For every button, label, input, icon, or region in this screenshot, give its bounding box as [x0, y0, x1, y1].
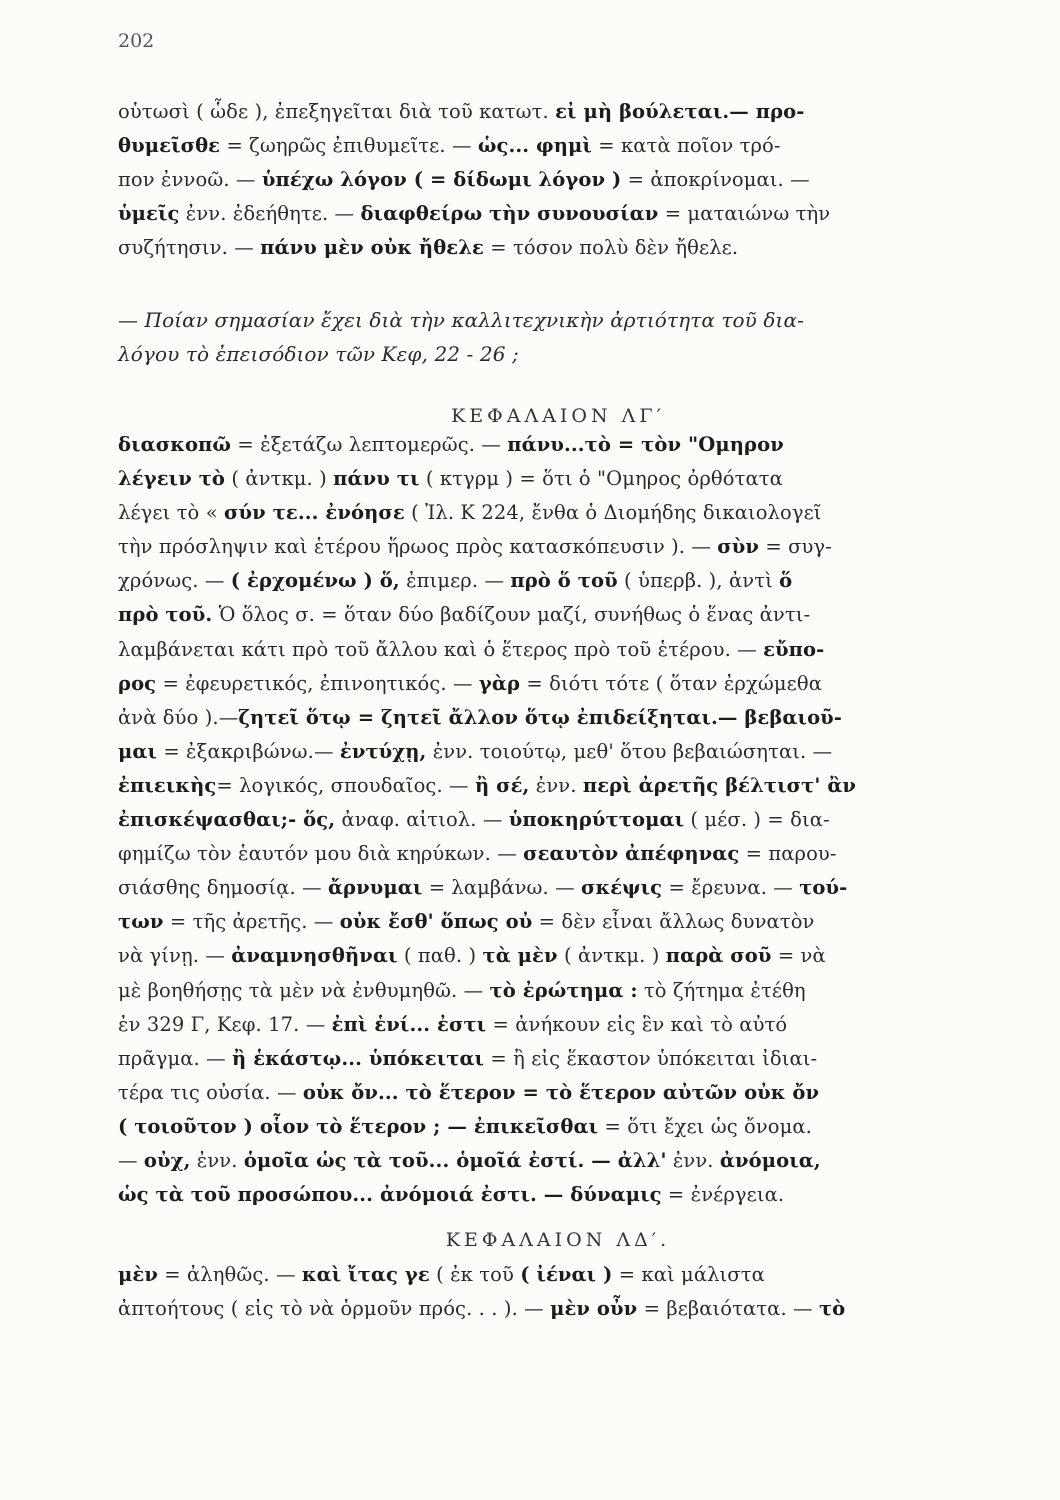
- text-line: λόγου τὸ ἐπεισόδιον τῶν Κεφ, 22 - 26 ;: [118, 342, 519, 367]
- page-number: 202: [118, 30, 155, 52]
- text-line: λέγειν τὸ ( ἀντκμ. ) πάνυ τι ( κτγρμ ) = ὅτι ὁ "Ομηρος ὀρθότατα: [118, 467, 783, 491]
- notes-section-ld: [118, 1258, 998, 1326]
- text-line: των = τῆς ἀρετῆς. — οὐκ ἔσθ' ὅπως οὐ = δὲν εἶναι ἄλλως δυνατὸν: [118, 910, 815, 934]
- text-line: ἀπτοήτους ( εἰς τὸ νὰ ὁρμοῦν πρός. . . ). — μὲν οὖν = βεβαιότατα. — τὸ: [118, 1297, 846, 1321]
- text-line: ἐν 329 Γ, Κεφ. 17. — ἐπὶ ἑνί... ἐστι = ἀνήκουν εἰς ἓν καὶ τὸ αὐτό: [118, 1012, 788, 1036]
- text-line: μαι = ἐξακριβώνω.— ἐντύχῃ, ἐνν. τοιούτῳ, μεθ' ὅτου βεβαιώσηται. —: [118, 739, 833, 763]
- text-line: χρόνως. — ( ἐρχομένω ) ὅ, ἐπιμερ. — πρὸ ὅ τοῦ ( ὑπερβ. ), ἀντὶ ὅ: [118, 569, 793, 593]
- text-line: μὲ βοηθήσῃς τὰ μὲν νὰ ἐνθυμηθῶ. — τὸ ἐρώτημα : τὸ ζήτημα ἐτέθη: [118, 978, 806, 1002]
- text-line: διασκοπῶ = ἐξετάζω λεπτομερῶς. — πάνυ...τὸ = τὸν "Ομηρον: [118, 433, 784, 456]
- text-line: τέρα τις οὐσία. — οὐκ ὄν... τὸ ἕτερον = τὸ ἕτερον αὐτῶν οὐκ ὄν: [118, 1080, 820, 1104]
- text-line: νὰ γίνῃ. — ἀναμνησθῆναι ( παθ. ) τὰ μὲν ( ἀντκμ. ) παρὰ σοῦ = νὰ: [118, 944, 826, 968]
- text-line: λαμβάνεται κάτι πρὸ τοῦ ἄλλου καὶ ὁ ἕτερος πρὸ τοῦ ἑτέρου. — εὔπο-: [118, 637, 825, 661]
- text-line: ἀνὰ δύο ).—ζητεῖ ὅτῳ = ζητεῖ ἄλλον ὅτῳ ἐπιδείξηται.— βεβαιοῦ-: [118, 705, 843, 729]
- notes-section-intro: [118, 95, 998, 265]
- text-line: μὲν = ἀληθῶς. — καὶ ἴτας γε ( ἐκ τοῦ ( ἰέναι ) = καὶ μάλιστα: [118, 1263, 765, 1286]
- text-line: ( τοιοῦτον ) οἷον τὸ ἕτερον ; — ἐπικεῖσθαι = ὅτι ἔχει ὡς ὄνομα.: [118, 1114, 812, 1138]
- text-line: ἐπισκέψασθαι;- ὅς, ἀναφ. αἰτιολ. — ὑποκηρύττομαι ( μέσ. ) = δια-: [118, 808, 830, 832]
- text-line: θυμεῖσθε = ζωηρῶς ἐπιθυμεῖτε. — ὡς... φημὶ = κατὰ ποῖον τρό-: [118, 134, 781, 158]
- text-line: σιάσθης δημοσίᾳ. — ἄρνυμαι = λαμβάνω. — σκέψις = ἔρευνα. — τού-: [118, 876, 848, 900]
- text-line: συζήτησιν. — πάνυ μὲν οὐκ ἤθελε = τόσον πολὺ δὲν ἤθελε.: [118, 236, 739, 260]
- text-line: ὑμεῖς ἐνν. ἐδεήθητε. — διαφθείρω τὴν συνουσίαν = ματαιώνω τὴν: [118, 202, 831, 226]
- notes-section-lg: [118, 428, 998, 1212]
- text-line: πον ἐννοῶ. — ὑπέχω λόγον ( = δίδωμι λόγον ) = ἀποκρίνομαι. —: [118, 168, 810, 192]
- chapter-heading-lg: ΚΕΦΑΛΑΙΟΝ ΛΓ′: [451, 405, 665, 427]
- text-line: φημίζω τὸν ἑαυτόν μου διὰ κηρύκων. — σεαυτὸν ἀπέφηνας = παρου-: [118, 842, 837, 866]
- text-line: λέγει τὸ « σύν τε... ἐνόησε ( Ἰλ. Κ 224, ἔνθα ὁ Διομήδης δικαιολογεῖ: [118, 501, 822, 525]
- chapter-heading-ld: ΚΕΦΑΛΑΙΟΝ ΛΔ′.: [445, 1229, 671, 1251]
- text-line: ὡς τὰ τοῦ προσώπου... ἀνόμοιά ἐστι. — δύναμις = ἐνέργεια.: [118, 1183, 785, 1207]
- text-line: οὑτωσὶ ( ὧδε ), ἐπεξηγεῖται διὰ τοῦ κατωτ. εἰ μὴ βούλεται.— προ-: [118, 100, 805, 123]
- text-line: — οὐχ, ἐνν. ὁμοῖα ὡς τὰ τοῦ... ὁμοῖά ἐστί. — ἀλλ' ἐνν. ἀνόμοια,: [118, 1148, 821, 1172]
- text-line: πρὸ τοῦ. Ὁ ὅλος σ. = ὅταν δύο βαδίζουν μαζί, συνήθως ὁ ἕνας ἀντι-: [118, 603, 811, 627]
- text-line: ρος = ἐφευρετικός, ἐπινοητικός. — γὰρ = διότι τότε ( ὅταν ἐρχώμεθα: [118, 671, 822, 695]
- text-line: τὴν πρόσληψιν καὶ ἑτέρου ἥρωος πρὸς κατασκόπευσιν ). — σὺν = συγ-: [118, 535, 832, 559]
- text-line: πρᾶγμα. — ἢ ἑκάστῳ... ὑπόκειται = ἢ εἰς ἕκαστον ὑπόκειται ἰδιαι-: [118, 1046, 818, 1070]
- text-line: ἐπιεικὴς= λογικός, σπουδαῖος. — ἢ σέ, ἐνν. περὶ ἀρετῆς βέλτιστ' ἂν: [118, 773, 857, 797]
- text-line: — Ποίαν σημασίαν ἔχει διὰ τὴν καλλιτεχνικὴν ἀρτιότητα τοῦ δια-: [118, 308, 804, 332]
- study-question: [118, 303, 998, 371]
